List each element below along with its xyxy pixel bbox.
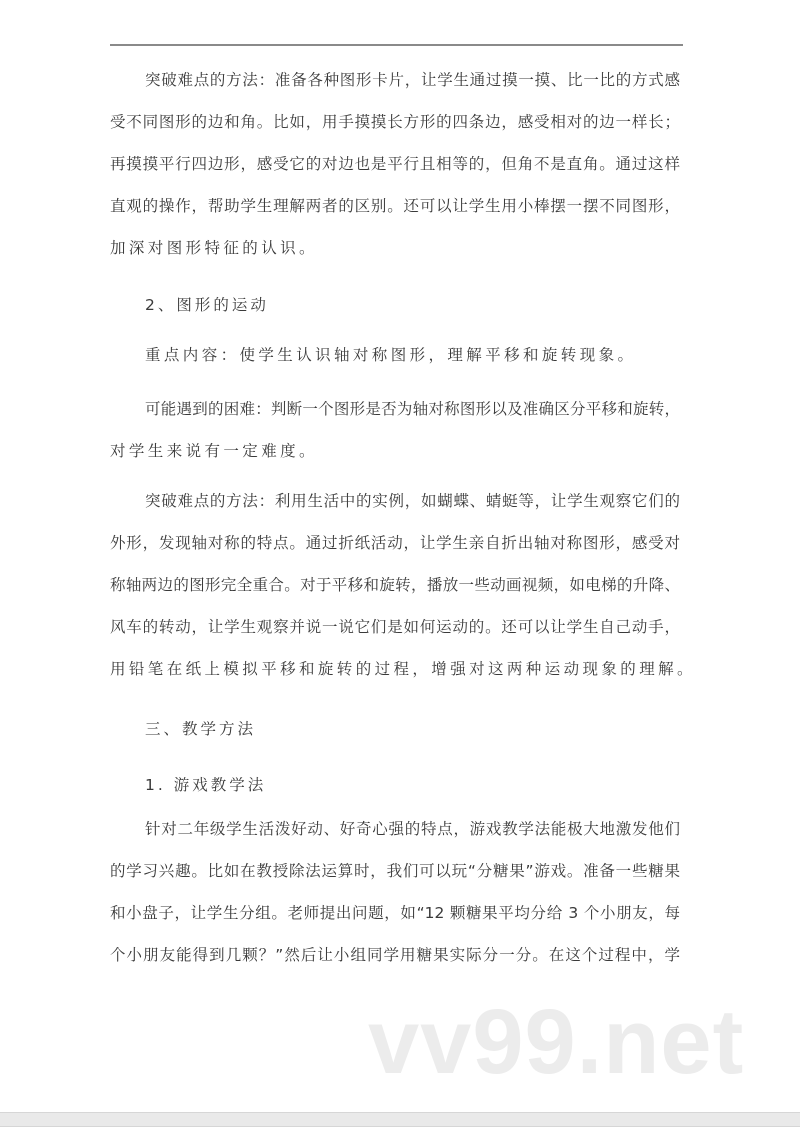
text-line: 风车的转动，让学生观察并说一说它们是如何运动的。还可以让学生自己动手， [110, 618, 680, 636]
text-line: 加深对图形特征的认识。 [110, 239, 318, 257]
text-line: 称轴两边的图形完全重合。对于平移和旋转，播放一些动画视频，如电梯的升降、 [110, 576, 680, 594]
text-line: 对学生来说有一定难度。 [110, 442, 318, 460]
text-line: 可能遇到的困难：判断一个图形是否为轴对称图形以及准确区分平移和旋转， [145, 400, 680, 418]
text-line: 重点内容：使学生认识轴对称图形，理解平移和旋转现象。 [145, 346, 637, 364]
section-heading: 2、图形的运动 [145, 296, 269, 314]
text-line: 和小盘子，让学生分组。老师提出问题，如“12 颗糖果平均分给 3 个小朋友，每 [110, 904, 680, 922]
text-line: 针对二年级学生活泼好动、好奇心强的特点，游戏教学法能极大地激发他们 [145, 820, 680, 838]
header-rule [110, 44, 683, 46]
page-bottom-bar [0, 1112, 800, 1127]
text-line: 的学习兴趣。比如在教授除法运算时，我们可以玩“分糖果”游戏。准备一些糖果 [110, 862, 680, 880]
text-line: 直观的操作，帮助学生理解两者的区别。还可以让学生用小棒摆一摆不同图形， [110, 197, 680, 215]
section-heading: 三、教学方法 [145, 720, 257, 738]
text-line: 再摸摸平行四边形，感受它的对边也是平行且相等的，但角不是直角。通过这样 [110, 155, 680, 173]
text-line: 突破难点的方法：准备各种图形卡片，让学生通过摸一摸、比一比的方式感 [145, 71, 680, 89]
text-line: 个小朋友能得到几颗？”然后让小组同学用糖果实际分一分。在这个过程中，学 [110, 946, 680, 964]
text-line: 用铅笔在纸上模拟平移和旋转的过程，增强对这两种运动现象的理解。 [110, 660, 696, 678]
text-line: 外形，发现轴对称的特点。通过折纸活动，让学生亲自折出轴对称图形，感受对 [110, 534, 680, 552]
subsection-heading: 1. 游戏教学法 [145, 776, 267, 794]
watermark: vv99.net [368, 991, 745, 1093]
text-line: 受不同图形的边和角。比如，用手摸摸长方形的四条边，感受相对的边一样长； [110, 113, 680, 131]
text-line: 突破难点的方法：利用生活中的实例，如蝴蝶、蜻蜓等，让学生观察它们的 [145, 492, 680, 510]
